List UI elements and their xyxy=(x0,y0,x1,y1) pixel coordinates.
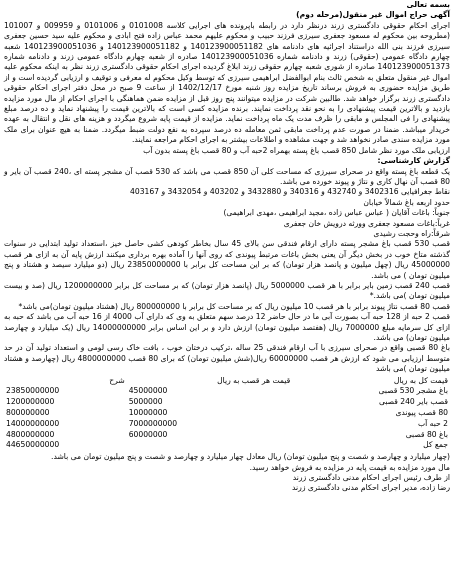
paragraph-3: قصب 80 قصب نتاژ پیوند برابر با هر قصب 10 میلیون ریال که بر مساحت کل برابر با 800000000 ریال (هشتاد میلیون تومان)می باشد* xyxy=(18,301,450,311)
row-unit: 5000000 xyxy=(128,397,163,407)
bound-east: شرقاً:راه وحجت رشیدی xyxy=(373,228,450,238)
row-total: 4800000000 xyxy=(6,429,55,439)
intro-paragraph: اجرای احکام حقوقی دادگستری زرند درنظر دارد در رابطه باپرونده های اجرایی کلاسه 0101008 و 0101006 و 009959 و 101007 (مطروحه بین محکوم له مسعود جعفری سیرزی فرزند حبیب و محکوم علیهم محمد عباس زاده فتح ابادی و محکوم علیه سید حسین جعفری سیرزی فرزند بنی الله دراستناد اجرائیه های دادنامه های 140123900051182 و 140123900051182 و 140123900051036 شعبه چهارم دادگاه عمومی (حقوقی) زرند و دادنامه شماره 140123900051036 صادره از شعبه چهارم دادگاه عمومی زرند و دادنامه شماره 140123900051373 صادره از شوری شعبه چهارم حقوقی زرند ابلاغ گردیده اجرای احکام حقوقی دادگستری زرند نظر به اینکه محکوم علیه اموال غیر منقول متعلق به شخص ثالث بنام ابوالفضل ابراهیمی سیرزی که توسط وکیل محکوم له معرفی و توقیف و ارزیابی گردیده است و از طریق مزایده حضوری به فروش برساند تاریخ مزایده روز شنبه مورخ 1402/12/17 از ساعت 9 صبح در محل دفتر اجرای احکام حقوقی دادگستری زرند برگزار خواهد شد. طالبین شرکت در مزایده میتوانند پنج روز قبل از مزایده ضمن هماهنگی با اجرای احکام از مال مورد مزایده بازدید و بالاترین قیمت پیشنهادی را به نحو نقد پرداخت نمایند. برنده مزایده کسی است که بالاترین قیمت را پیشنهاد نماید و ده درصد مبلغ پیشنهادی را فی المجلس و مابقی را ظرف مدت یک ماه پرداخت نماید. مزایده از قیمت پایه شروع میگردد و هزینه های نقل و انتقال به عهده خریدار میباشد. ضمنا در صورت عدم پرداخت مابقی ثمن معامله ده درصد سپرده به نفع دولت ضبط میگردد. ضمنا به هیچ عنوان برای ملک مورد مزایده سندی صادر نخواهد شد و جهت مشاهده و اطلاعات بیشتر به اجرای احکام مراجعه نمایند. xyxy=(4,20,450,145)
row-total: 23850000000 xyxy=(6,386,60,396)
paragraph-2: قصب 240 قصب زمین بایر برابر با هر قصب 5000000 ریال (پانصد هزار تومان) که بر مساحت کل برابر 1200000000 ریال (صد و بیست میلیون تومان )می باشد.* xyxy=(4,280,451,301)
table-row xyxy=(4,419,450,430)
table-row xyxy=(4,386,450,397)
property-summary: ارزیابی ملک مورد نظر شامل 850 قصب باغ پسته بهمراه 2حبه آب و 80 قصب باغ پسته بدون آب xyxy=(143,145,450,155)
table-row xyxy=(4,408,450,419)
table-header-row xyxy=(4,376,450,387)
footer-line: از طرف رئیس اجرای احکام مدنی دادگستری زرند xyxy=(292,473,450,483)
row-total: 14000000000 xyxy=(6,418,60,428)
total-label: جمع کل xyxy=(423,440,448,450)
row-unit: 10000000 xyxy=(128,408,168,418)
bounds-label: حدود اربعه باغ شمالاً خیابان xyxy=(363,197,450,207)
bound-south: جنوباً: باغات آقایان ( عباس عباس زاده ،مجید ابراهیمی ،مهدی ابراهیمی) xyxy=(223,208,450,218)
row-desc: باغ 80 قصبی xyxy=(405,429,448,439)
coords-line: نقاط جغرافیایی 3402316 و 432740 و 340316 و 3432880 و 403202 و 3432054 و 403167 xyxy=(130,187,450,197)
table-total-row xyxy=(4,440,450,451)
signature: رضا زاده، مدیر اجرای احکام مدنی دادگستری زرند xyxy=(292,483,450,493)
total-in-words: (چهار میلیارد و چهارصد و شصت و پنج میلیون تومان) ریال معادل چهار میلیارد و چهارصد و شصت و پنج میلیون تومان می باشد. xyxy=(51,452,450,462)
row-unit: 45000000 xyxy=(128,386,168,396)
expert-label: گزارش کارشناسی: xyxy=(377,156,450,166)
table-header-desc: شرح xyxy=(109,375,125,385)
table-row xyxy=(4,397,450,408)
auction-note: مال مورد مزایده به قیمت پایه در مزایده به فروش خواهد رسید. xyxy=(249,462,450,472)
paragraph-5: باغ 80 قصبی واقع در صحرای سیرزی با آب ارقام فندقی 25 ساله ،ترکیب درختان خوب ، بافت خاک رسی لومی و استعداد تولید آن در حد متوسط ارزیابی می شود که ارزش هر قصب 60000000 ریال(شش میلیون تومان) که برای 80 قصب 4800000000 ریال (چهارصد و هشتاد میلیون تومان )می باشد xyxy=(4,343,450,374)
table-header-total: قیمت کل به ریال xyxy=(393,375,448,385)
row-desc: 2 حبه آب xyxy=(418,418,448,428)
row-unit: 7000000000 xyxy=(128,418,178,428)
total-value: 44650000000 xyxy=(6,440,60,450)
bismillah: بسمه تعالی xyxy=(406,0,450,9)
bound-west: غرباً:باغات مسعود جعفری وورثه درویش خان جعفری xyxy=(283,218,450,228)
paragraph-4: قصب 2 حبه از 128 حبه آب بصورت آبی ما در حال حاضر 12 درصد سهم متعلق به وی که دارای آب 4000 از 16 حبه آب می باشد که حبه به ازای کل سرمایه مبلغ 7000000 ریال (هفتصد میلیون تومان) ارزش دارد و بر این اساس برابر 14000000000 ریال (یک میلیارد و چهارصد میلیون تومان) می باشد. xyxy=(4,312,451,342)
table-row xyxy=(4,430,450,441)
table-header-unit: قیمت هر قصب به ریال xyxy=(217,375,291,385)
row-total: 1200000000 xyxy=(6,397,55,407)
valuation-table xyxy=(4,376,450,452)
expert-report: یک قطعه باغ پسته واقع در صحرای سیرزی که مساحت کلی آن 850 قصب می باشد که 530 قصب آن مشجر پسته ای ،240 قصب آن بایر و 80 قصب آن نهال کاری و نتاژ و پیوند خورده می باشد. xyxy=(4,166,451,186)
notice-title: آگهی حراج اموال غیر منقول(مرحله دوم) xyxy=(296,10,450,20)
row-desc: قصب بایر 240 قصبی xyxy=(379,397,448,407)
row-total: 800000000 xyxy=(6,408,50,418)
row-desc: 80 قصب پیوندی xyxy=(395,408,448,418)
row-desc: باغ مشجر 530 قصبی xyxy=(378,386,448,396)
notice-page xyxy=(4,0,450,494)
row-unit: 60000000 xyxy=(128,429,168,439)
paragraph-1: قصب 530 قصب باغ مشجر پسته دارای ارقام فندقی سن بالای 45 سال بخاطر کودهی کشی حاصل خیز ،استعداد تولید ابتدایی در سنوات گذشته متاخ خوب در بخش دیگر آن یعنی بخش باغات مرتبط پیوندی که روی آنها را آماده بهره برداری میکنند ارزش پایه آن به ازای هر قصب 45000000 ریال (چهل میلیون و پانصد هزار تومان) که بر این مساحت کل برابر با 23850000000 ریال (دو میلیارد سیصد و هشتاد و پنج میلیون تومان ) می باشد. xyxy=(4,239,450,280)
